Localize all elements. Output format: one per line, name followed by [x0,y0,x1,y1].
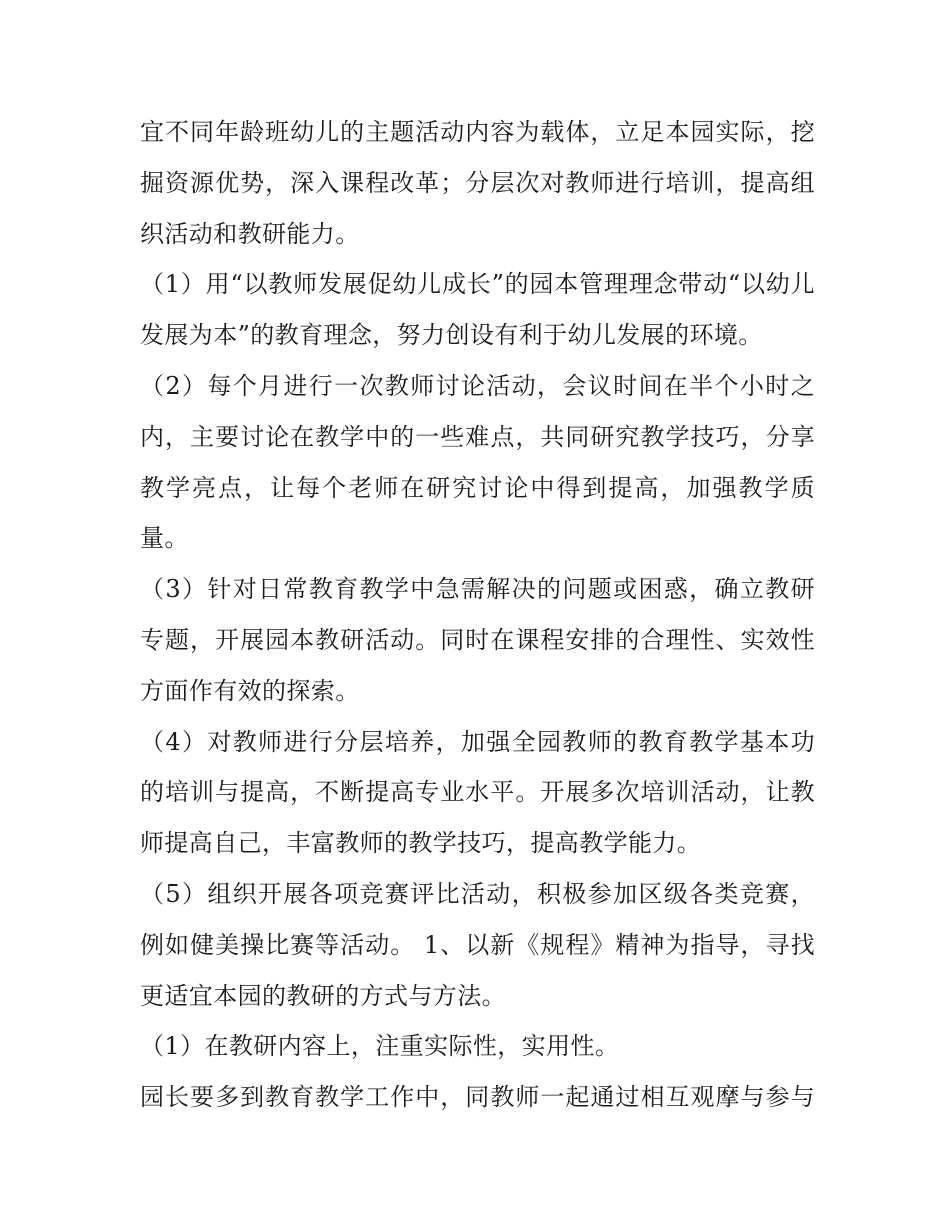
text-line: 专题，开展园本教研活动。同时在课程安排的合理性、实效性 [140,625,815,654]
document-body [140,107,815,1123]
text-line: （2）每个月进行一次教师讨论活动，会议时间在半个小时之 [140,371,815,400]
text-line: 织活动和教研能力。 [140,219,360,248]
text-line: 例如健美操比赛等活动。 1、以新《规程》精神为指导，寻找 [140,930,815,959]
text-line: （5）组织开展各项竞赛评比活动，积极参加区级各类竞赛， [140,879,815,908]
text-line: 教学亮点，让每个老师在研究讨论中得到提高，加强教学质 [140,473,815,502]
text-line: 量。 [140,524,189,553]
text-line: （3）针对日常教育教学中急需解决的问题或困惑，确立教研 [140,575,815,604]
text-line: 更适宜本园的教研的方式与方法。 [140,981,506,1010]
text-line: 内，主要讨论在教学中的一些难点，共同研究教学技巧，分享 [140,422,815,451]
text-line: 掘资源优势，深入课程改革；分层次对教师进行培训，提高组 [140,168,815,197]
text-line: 园长要多到教育教学工作中，同教师一起通过相互观摩与参与 [140,1083,815,1112]
text-line: （1）用“以教师发展促幼儿成长”的园本管理理念带动“以幼儿 [140,270,815,299]
text-line: 宜不同年龄班幼儿的主题活动内容为载体，立足本园实际，挖 [140,118,815,146]
text-line: （4）对教师进行分层培养，加强全园教师的教育教学基本功 [140,727,815,756]
text-line: 的培训与提高，不断提高专业水平。开展多次培训活动，让教 [140,778,815,807]
text-line: 发展为本”的教育理念，努力创设有利于幼儿发展的环境。 [140,321,763,350]
text-line: 师提高自己，丰富教师的教学技巧，提高教学能力。 [140,829,702,858]
text-line: （1）在教研内容上，注重实际性，实用性。 [140,1032,620,1061]
text-line: 方面作有效的探索。 [140,676,360,705]
